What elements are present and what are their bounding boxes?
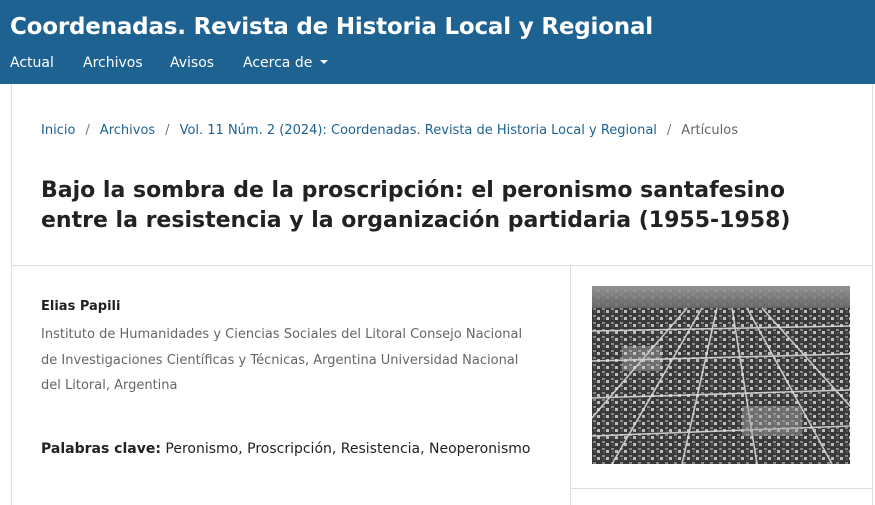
nav-item-label: Archivos: [83, 55, 143, 71]
nav-item-actual[interactable]: [10, 55, 54, 71]
article-title: Bajo la sombra de la proscripción: el peronismo santafesino entre la resistencia y la organización partidaria (1955-1958): [41, 178, 791, 233]
nav-item-label: Avisos: [170, 55, 215, 71]
site-title[interactable]: Coordenadas. Revista de Historia Local y Regional: [10, 14, 653, 40]
breadcrumb-separator: /: [85, 123, 90, 138]
author-name: Elias Papili: [41, 299, 121, 314]
keywords-label: Palabras clave:: [41, 441, 161, 457]
keywords: [41, 441, 530, 457]
nav-item-label: Acerca de: [243, 55, 313, 71]
nav-item-avisos[interactable]: [170, 55, 214, 71]
breadcrumb-separator: /: [165, 123, 170, 138]
column-divider: [570, 266, 571, 505]
breadcrumb-link-archivos[interactable]: Archivos: [99, 123, 156, 138]
breadcrumb-link-issue[interactable]: Vol. 11 Núm. 2 (2024): Coordenadas. Revista de Historia Local y Regional: [179, 123, 657, 138]
issue-cover-image[interactable]: [592, 286, 850, 464]
breadcrumb-current: Artículos: [681, 123, 738, 138]
divider: [12, 265, 872, 266]
nav-item-label: Actual: [10, 55, 54, 71]
breadcrumb: [41, 123, 738, 138]
site-header: [0, 0, 875, 84]
sidebar-divider: [571, 488, 872, 489]
nav-item-archivos[interactable]: [83, 55, 143, 71]
keywords-value: Peronismo, Proscripción, Resistencia, Neoperonismo: [165, 441, 531, 457]
breadcrumb-separator: /: [666, 123, 672, 138]
author-affiliation: Instituto de Humanidades y Ciencias Sociales del Litoral Consejo Nacional de Investigaciones Científicas y Técnicas, Argentina Universidad Nacional del Litoral, Argentina: [41, 327, 523, 393]
nav-item-acerca-de[interactable]: [243, 55, 328, 71]
breadcrumb-link-inicio[interactable]: Inicio: [41, 123, 76, 138]
chevron-down-icon: [320, 60, 328, 64]
main-content: [11, 84, 873, 505]
aerial-city-photo-icon: [592, 286, 850, 464]
